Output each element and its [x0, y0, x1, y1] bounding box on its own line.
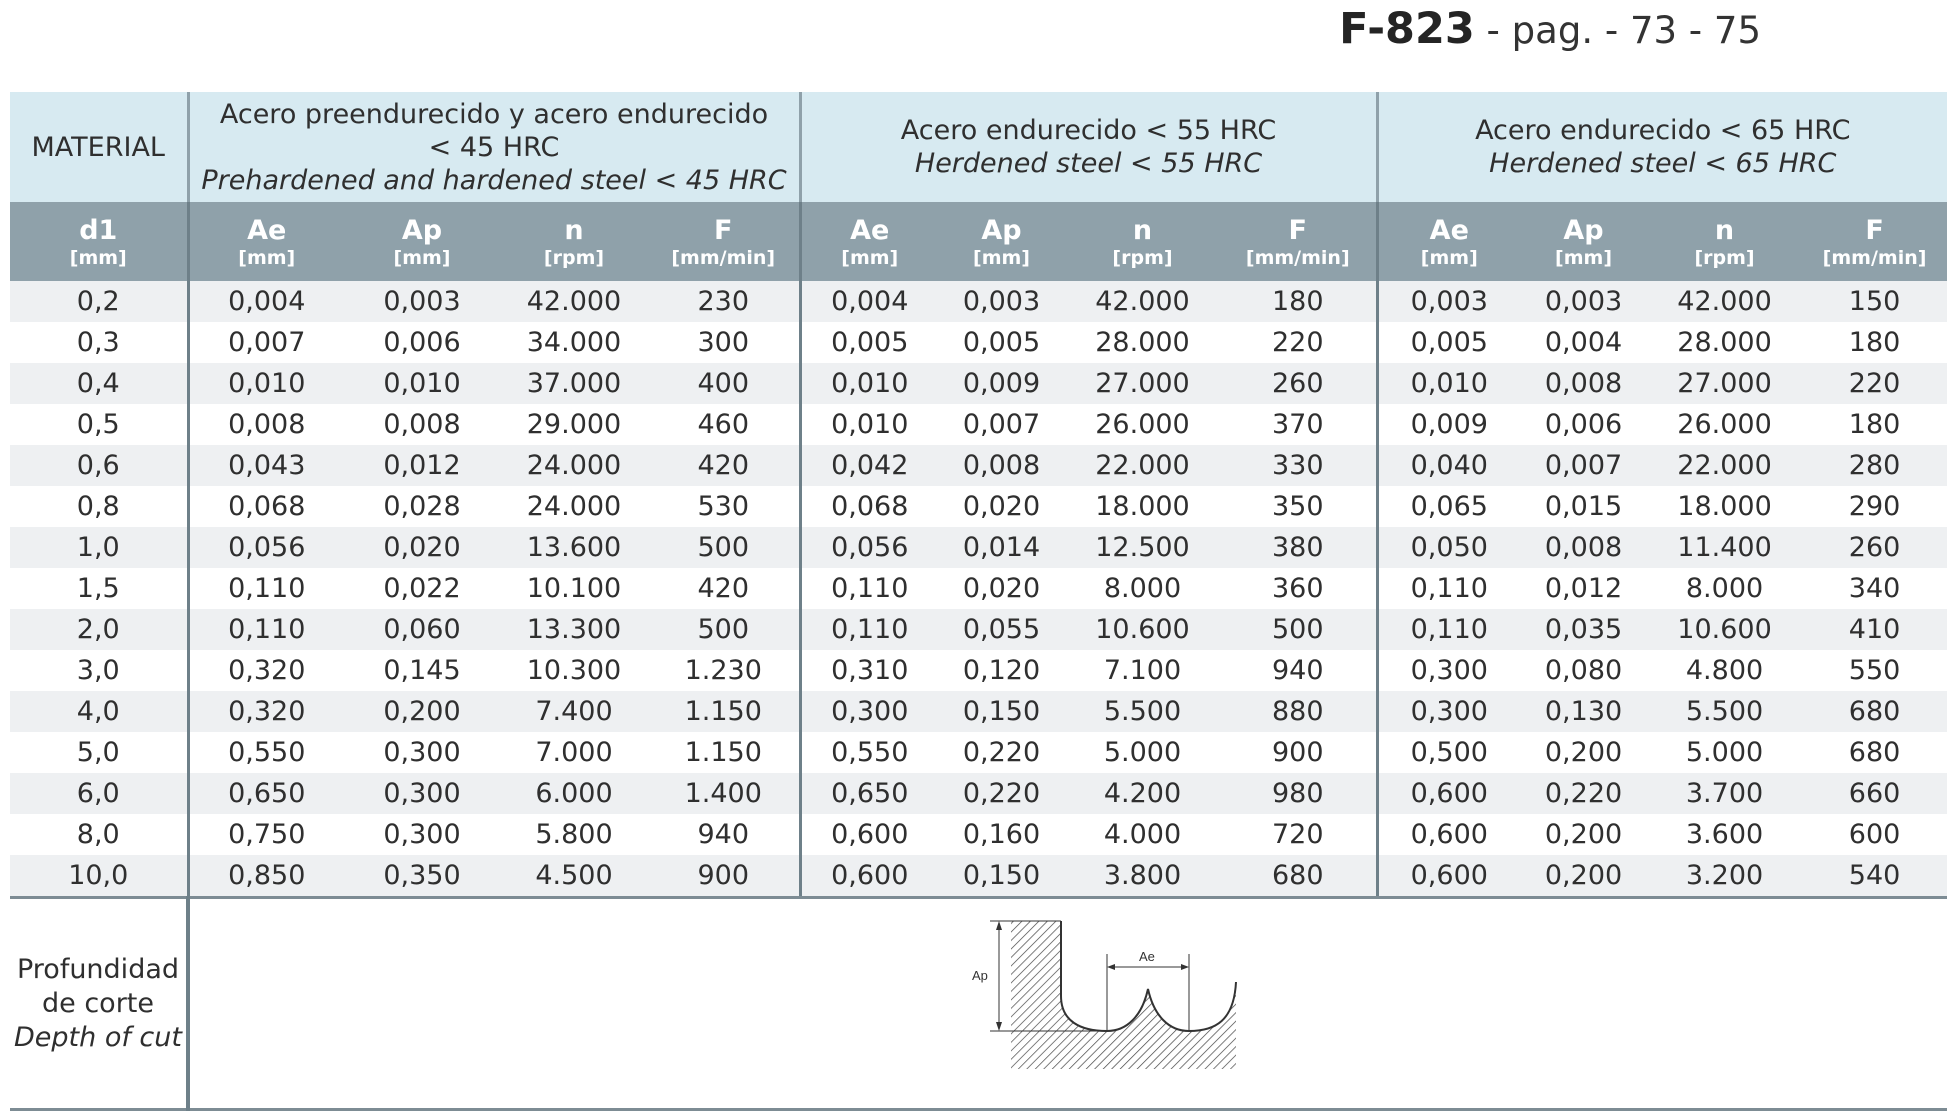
value-cell: 0,550 [800, 732, 938, 773]
value-cell: 42.000 [1647, 281, 1802, 322]
value-cell: 370 [1220, 404, 1377, 445]
value-cell: 180 [1802, 322, 1947, 363]
column-header-symbol: d1 [79, 214, 118, 246]
value-cell: 26.000 [1065, 404, 1220, 445]
material-group-65hrc-es: Acero endurecido < 65 HRC [1475, 115, 1851, 146]
value-cell: 220 [1802, 363, 1947, 404]
value-cell: 940 [648, 814, 800, 855]
value-cell: 0,056 [188, 527, 344, 568]
ap-label: Ap [971, 968, 988, 983]
table-row [10, 322, 1947, 363]
value-cell: 0,160 [938, 814, 1065, 855]
page-reference [1339, 2, 1761, 56]
diameter-cell: 0,5 [10, 404, 188, 445]
value-cell: 8.000 [1647, 568, 1802, 609]
value-cell: 34.000 [500, 322, 648, 363]
depth-of-cut-figure-cell [188, 898, 1947, 1110]
column-header-ae-group-2 [800, 202, 938, 281]
product-code: F-823 [1339, 4, 1475, 54]
value-cell: 0,300 [344, 732, 500, 773]
value-cell: 0,020 [938, 568, 1065, 609]
value-cell: 0,200 [344, 691, 500, 732]
value-cell: 0,006 [1520, 404, 1647, 445]
value-cell: 7.400 [500, 691, 648, 732]
value-cell: 42.000 [1065, 281, 1220, 322]
value-cell: 0,003 [344, 281, 500, 322]
depth-of-cut-diagram [212, 899, 1926, 1104]
value-cell: 660 [1802, 773, 1947, 814]
page-numbers: - pag. - 73 - 75 [1474, 9, 1761, 52]
value-cell: 0,600 [800, 855, 938, 898]
column-header-unit: [mm] [841, 246, 899, 269]
value-cell: 0,068 [800, 486, 938, 527]
value-cell: 0,012 [1520, 568, 1647, 609]
column-header-unit: [mm] [393, 246, 451, 269]
ae-arrow-right [1181, 964, 1189, 970]
material-group-45hrc-en: Prehardened and hardened steel < 45 HRC [201, 164, 787, 196]
value-cell: 37.000 [500, 363, 648, 404]
value-cell: 0,120 [938, 650, 1065, 691]
value-cell: 10.600 [1065, 609, 1220, 650]
column-header-d1 [10, 202, 188, 281]
value-cell: 420 [648, 568, 800, 609]
value-cell: 220 [1220, 322, 1377, 363]
value-cell: 180 [1220, 281, 1377, 322]
value-cell: 0,005 [800, 322, 938, 363]
value-cell: 27.000 [1647, 363, 1802, 404]
value-cell: 0,200 [1520, 732, 1647, 773]
column-header-row [10, 202, 1947, 281]
value-cell: 4.500 [500, 855, 648, 898]
value-cell: 330 [1220, 445, 1377, 486]
value-cell: 0,004 [188, 281, 344, 322]
table-row [10, 281, 1947, 322]
material-group-65hrc-en: Herdened steel < 65 HRC [1489, 148, 1837, 179]
value-cell: 0,110 [800, 568, 938, 609]
value-cell: 8.000 [1065, 568, 1220, 609]
column-header-ap-group-1 [344, 202, 500, 281]
table-row [10, 445, 1947, 486]
material-label: MATERIAL [10, 92, 188, 202]
column-header-unit: [mm] [1555, 246, 1613, 269]
material-group-55hrc [800, 92, 1377, 202]
value-cell: 18.000 [1065, 486, 1220, 527]
value-cell: 0,600 [1377, 773, 1520, 814]
value-cell: 12.500 [1065, 527, 1220, 568]
diameter-cell: 2,0 [10, 609, 188, 650]
material-group-45hrc-es-2: < 45 HRC [428, 131, 560, 163]
table-row [10, 363, 1947, 404]
table-row [10, 773, 1947, 814]
value-cell: 900 [648, 855, 800, 898]
value-cell: 0,300 [1377, 691, 1520, 732]
value-cell: 0,004 [1520, 322, 1647, 363]
value-cell: 0,068 [188, 486, 344, 527]
diameter-cell: 0,4 [10, 363, 188, 404]
value-cell: 0,008 [1520, 363, 1647, 404]
column-header-n-group-3 [1647, 202, 1802, 281]
value-cell: 0,220 [1520, 773, 1647, 814]
column-header-symbol: Ap [401, 214, 443, 246]
diameter-cell: 0,2 [10, 281, 188, 322]
value-cell: 28.000 [1647, 322, 1802, 363]
table-row [10, 691, 1947, 732]
value-cell: 0,080 [1520, 650, 1647, 691]
ap-arrow-bottom [996, 1022, 1002, 1031]
value-cell: 550 [1802, 650, 1947, 691]
value-cell: 0,015 [1520, 486, 1647, 527]
value-cell: 600 [1802, 814, 1947, 855]
column-header-f-group-1 [648, 202, 800, 281]
value-cell: 0,550 [188, 732, 344, 773]
diameter-cell: 0,3 [10, 322, 188, 363]
diameter-cell: 5,0 [10, 732, 188, 773]
column-header-unit: [mm] [238, 246, 296, 269]
value-cell: 7.100 [1065, 650, 1220, 691]
column-header-symbol: Ae [1429, 214, 1469, 246]
column-header-ae-group-3 [1377, 202, 1520, 281]
value-cell: 280 [1802, 445, 1947, 486]
column-header-symbol: Ae [850, 214, 890, 246]
value-cell: 1.230 [648, 650, 800, 691]
value-cell: 4.800 [1647, 650, 1802, 691]
cutting-data-table [10, 92, 1947, 1111]
value-cell: 18.000 [1647, 486, 1802, 527]
value-cell: 3.800 [1065, 855, 1220, 898]
value-cell: 5.800 [500, 814, 648, 855]
value-cell: 380 [1220, 527, 1377, 568]
value-cell: 0,042 [800, 445, 938, 486]
value-cell: 4.200 [1065, 773, 1220, 814]
column-header-symbol: Ap [1563, 214, 1604, 246]
column-header-unit: [mm] [69, 246, 127, 269]
value-cell: 290 [1802, 486, 1947, 527]
material-header-row [10, 92, 1947, 202]
value-cell: 500 [648, 609, 800, 650]
value-cell: 29.000 [500, 404, 648, 445]
material-group-55hrc-en: Herdened steel < 55 HRC [914, 148, 1263, 179]
value-cell: 3.200 [1647, 855, 1802, 898]
column-header-unit: [mm/min] [1245, 246, 1350, 269]
value-cell: 0,650 [188, 773, 344, 814]
value-cell: 0,320 [188, 650, 344, 691]
value-cell: 5.000 [1647, 732, 1802, 773]
column-header-symbol: n [1714, 214, 1735, 246]
value-cell: 10.600 [1647, 609, 1802, 650]
cutting-data-table-wrapper [10, 92, 1927, 1111]
value-cell: 400 [648, 363, 800, 404]
value-cell: 0,300 [800, 691, 938, 732]
column-header-unit: [mm/min] [1822, 246, 1927, 269]
ap-arrow-top [996, 921, 1002, 930]
value-cell: 11.400 [1647, 527, 1802, 568]
value-cell: 460 [648, 404, 800, 445]
value-cell: 1.150 [648, 732, 800, 773]
value-cell: 5.000 [1065, 732, 1220, 773]
value-cell: 13.300 [500, 609, 648, 650]
column-header-n-group-1 [500, 202, 648, 281]
value-cell: 0,005 [938, 322, 1065, 363]
material-group-65hrc [1377, 92, 1947, 202]
depth-of-cut-row [10, 898, 1947, 1110]
value-cell: 0,040 [1377, 445, 1520, 486]
value-cell: 0,003 [1377, 281, 1520, 322]
depth-of-cut-label-es-1: Profundidad [16, 953, 180, 985]
value-cell: 0,008 [1520, 527, 1647, 568]
table-row [10, 568, 1947, 609]
table-row [10, 404, 1947, 445]
value-cell: 940 [1220, 650, 1377, 691]
value-cell: 0,020 [344, 527, 500, 568]
value-cell: 420 [648, 445, 800, 486]
value-cell: 0,150 [938, 691, 1065, 732]
column-header-unit: [mm] [973, 246, 1030, 269]
column-header-symbol: Ae [247, 214, 287, 246]
value-cell: 0,008 [344, 404, 500, 445]
column-header-unit: [rpm] [1112, 246, 1173, 269]
diameter-cell: 0,8 [10, 486, 188, 527]
column-header-ap-group-3 [1520, 202, 1647, 281]
column-header-f-group-2 [1220, 202, 1377, 281]
value-cell: 0,600 [800, 814, 938, 855]
value-cell: 680 [1802, 732, 1947, 773]
value-cell: 0,750 [188, 814, 344, 855]
value-cell: 0,009 [1377, 404, 1520, 445]
column-header-ap-group-2 [938, 202, 1065, 281]
value-cell: 0,009 [938, 363, 1065, 404]
column-header-symbol: F [1865, 214, 1884, 246]
value-cell: 980 [1220, 773, 1377, 814]
table-row [10, 650, 1947, 691]
value-cell: 0,110 [188, 568, 344, 609]
table-row [10, 609, 1947, 650]
diameter-cell: 1,5 [10, 568, 188, 609]
value-cell: 0,003 [1520, 281, 1647, 322]
column-header-f-group-3 [1802, 202, 1947, 281]
value-cell: 900 [1220, 732, 1377, 773]
value-cell: 0,028 [344, 486, 500, 527]
value-cell: 0,220 [938, 773, 1065, 814]
value-cell: 0,050 [1377, 527, 1520, 568]
value-cell: 0,007 [938, 404, 1065, 445]
value-cell: 540 [1802, 855, 1947, 898]
value-cell: 360 [1220, 568, 1377, 609]
value-cell: 0,007 [188, 322, 344, 363]
value-cell: 0,010 [344, 363, 500, 404]
value-cell: 0,130 [1520, 691, 1647, 732]
value-cell: 500 [1220, 609, 1377, 650]
depth-of-cut-label-en: Depth of cut [14, 1021, 182, 1053]
column-header-unit: [rpm] [1694, 246, 1755, 269]
column-header-unit: [mm/min] [671, 246, 776, 269]
column-header-symbol: Ap [981, 214, 1022, 246]
value-cell: 530 [648, 486, 800, 527]
value-cell: 0,007 [1520, 445, 1647, 486]
value-cell: 27.000 [1065, 363, 1220, 404]
table-row [10, 855, 1947, 898]
value-cell: 0,006 [344, 322, 500, 363]
value-cell: 22.000 [1065, 445, 1220, 486]
value-cell: 5.500 [1065, 691, 1220, 732]
value-cell: 880 [1220, 691, 1377, 732]
value-cell: 0,500 [1377, 732, 1520, 773]
value-cell: 0,110 [800, 609, 938, 650]
value-cell: 0,022 [344, 568, 500, 609]
value-cell: 680 [1220, 855, 1377, 898]
value-cell: 28.000 [1065, 322, 1220, 363]
value-cell: 0,056 [800, 527, 938, 568]
value-cell: 0,043 [188, 445, 344, 486]
value-cell: 10.300 [500, 650, 648, 691]
value-cell: 500 [648, 527, 800, 568]
value-cell: 42.000 [500, 281, 648, 322]
value-cell: 0,008 [938, 445, 1065, 486]
diameter-cell: 1,0 [10, 527, 188, 568]
value-cell: 680 [1802, 691, 1947, 732]
diameter-cell: 4,0 [10, 691, 188, 732]
column-header-n-group-2 [1065, 202, 1220, 281]
column-header-symbol: F [714, 214, 733, 246]
value-cell: 0,200 [1520, 814, 1647, 855]
value-cell: 0,005 [1377, 322, 1520, 363]
value-cell: 0,004 [800, 281, 938, 322]
value-cell: 24.000 [500, 486, 648, 527]
value-cell: 0,014 [938, 527, 1065, 568]
value-cell: 22.000 [1647, 445, 1802, 486]
value-cell: 0,065 [1377, 486, 1520, 527]
value-cell: 7.000 [500, 732, 648, 773]
value-cell: 0,600 [1377, 814, 1520, 855]
value-cell: 0,220 [938, 732, 1065, 773]
value-cell: 24.000 [500, 445, 648, 486]
column-header-symbol: n [1132, 214, 1153, 246]
value-cell: 0,012 [344, 445, 500, 486]
value-cell: 0,010 [800, 404, 938, 445]
diameter-cell: 8,0 [10, 814, 188, 855]
value-cell: 0,110 [1377, 609, 1520, 650]
ae-label: Ae [1138, 949, 1155, 964]
value-cell: 410 [1802, 609, 1947, 650]
table-row [10, 486, 1947, 527]
column-header-unit: [mm] [1420, 246, 1478, 269]
diameter-cell: 3,0 [10, 650, 188, 691]
value-cell: 3.600 [1647, 814, 1802, 855]
value-cell: 340 [1802, 568, 1947, 609]
value-cell: 1.150 [648, 691, 800, 732]
value-cell: 260 [1220, 363, 1377, 404]
value-cell: 0,010 [800, 363, 938, 404]
value-cell: 3.700 [1647, 773, 1802, 814]
value-cell: 0,300 [1377, 650, 1520, 691]
value-cell: 0,110 [188, 609, 344, 650]
value-cell: 180 [1802, 404, 1947, 445]
value-cell: 0,850 [188, 855, 344, 898]
diameter-cell: 10,0 [10, 855, 188, 898]
value-cell: 0,010 [188, 363, 344, 404]
value-cell: 5.500 [1647, 691, 1802, 732]
value-cell: 4.000 [1065, 814, 1220, 855]
value-cell: 0,310 [800, 650, 938, 691]
value-cell: 0,010 [1377, 363, 1520, 404]
value-cell: 0,003 [938, 281, 1065, 322]
table-row [10, 527, 1947, 568]
value-cell: 0,350 [344, 855, 500, 898]
value-cell: 0,035 [1520, 609, 1647, 650]
value-cell: 0,300 [344, 773, 500, 814]
value-cell: 0,320 [188, 691, 344, 732]
diameter-cell: 6,0 [10, 773, 188, 814]
value-cell: 1.400 [648, 773, 800, 814]
value-cell: 0,020 [938, 486, 1065, 527]
value-cell: 0,650 [800, 773, 938, 814]
value-cell: 230 [648, 281, 800, 322]
value-cell: 0,060 [344, 609, 500, 650]
value-cell: 260 [1802, 527, 1947, 568]
value-cell: 0,008 [188, 404, 344, 445]
workpiece-hatch [1011, 921, 1236, 1069]
value-cell: 13.600 [500, 527, 648, 568]
value-cell: 0,150 [938, 855, 1065, 898]
depth-of-cut-label [10, 898, 188, 1110]
column-header-unit: [rpm] [543, 246, 605, 269]
depth-of-cut-label-es-2: de corte [42, 987, 154, 1019]
column-header-ae-group-1 [188, 202, 344, 281]
value-cell: 6.000 [500, 773, 648, 814]
value-cell: 0,200 [1520, 855, 1647, 898]
value-cell: 720 [1220, 814, 1377, 855]
column-header-symbol: F [1288, 214, 1307, 246]
value-cell: 10.100 [500, 568, 648, 609]
column-header-symbol: n [564, 214, 584, 246]
material-group-45hrc-es: Acero preendurecido y acero endurecido [219, 98, 769, 130]
value-cell: 26.000 [1647, 404, 1802, 445]
table-row [10, 732, 1947, 773]
value-cell: 350 [1220, 486, 1377, 527]
value-cell: 300 [648, 322, 800, 363]
diameter-cell: 0,6 [10, 445, 188, 486]
value-cell: 0,600 [1377, 855, 1520, 898]
value-cell: 0,300 [344, 814, 500, 855]
value-cell: 150 [1802, 281, 1947, 322]
material-group-45hrc [188, 92, 800, 202]
ae-arrow-left [1107, 964, 1115, 970]
value-cell: 0,055 [938, 609, 1065, 650]
cutting-data-rows [10, 281, 1947, 898]
material-group-55hrc-es: Acero endurecido < 55 HRC [900, 115, 1277, 146]
table-row [10, 814, 1947, 855]
value-cell: 0,110 [1377, 568, 1520, 609]
value-cell: 0,145 [344, 650, 500, 691]
